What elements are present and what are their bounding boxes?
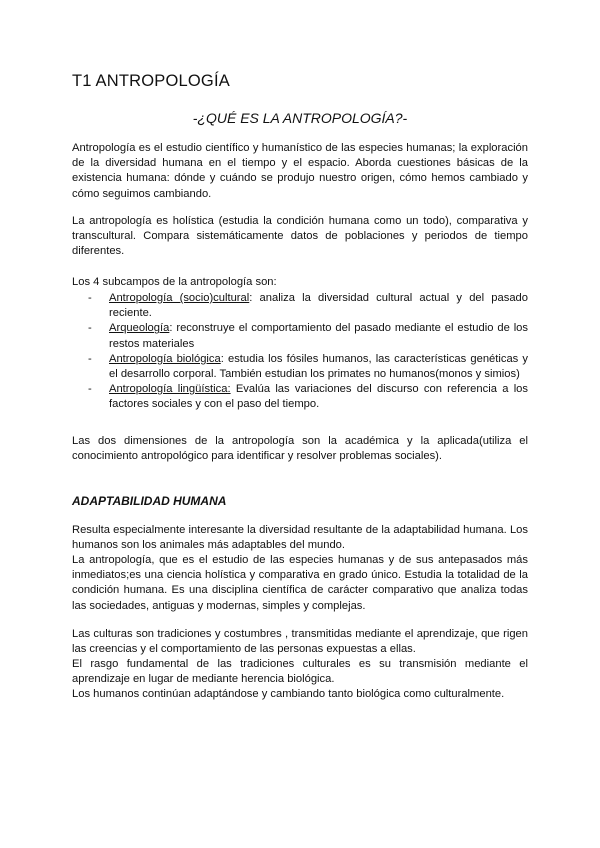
section-subtitle: -¿QUÉ ES LA ANTROPOLOGÍA?- <box>192 110 408 126</box>
adaptability-paragraph-2: La antropología, que es el estudio de las especies humanas y de sus antepasados más inmediatos;es una ciencia holística y comparativa en grado único. Estudia la totalidad de la condición humana. Es una disciplina científica de carácter comparativo que analiza todas las sociedades, antiguas y modernas, simples y complejas. <box>72 554 528 612</box>
culture-paragraph-3: Los humanos continúan adaptándose y cambiando tanto biológica como culturalmente. <box>72 688 505 700</box>
culture-paragraph-2: El rasgo fundamental de las tradiciones culturales es su transmisión mediante el aprendizaje en lugar de mediante herencia biológica. <box>72 658 528 686</box>
intro-paragraph-1: Antropología es el estudio científico y humanístico de las especies humanas; la exploración de la diversidad humana en el tiempo y el espacio. Aborda cuestiones básicas de la existencia humana: dónde y cuándo se produjo nuestro origen, cómo hemos cambiado y cómo seguimos cambiando. <box>72 142 528 200</box>
subfield-description: : estudia los fósiles humanos, las características genéticas y el desarrollo corporal. También estudian los primates no humanos(monos y simios) <box>109 352 528 381</box>
bullet-dash: - <box>88 292 92 304</box>
list-item <box>88 352 528 382</box>
culture-paragraph-1: Las culturas son tradiciones y costumbres , transmitidas mediante el aprendizaje, que rigen las creencias y el comportamiento de las personas expuestas a ellas. <box>72 628 528 656</box>
subfields-list <box>88 291 528 413</box>
bullet-dash: - <box>88 352 92 365</box>
section-heading: ADAPTABILIDAD HUMANA <box>72 494 227 508</box>
subfields-intro: Los 4 subcampos de la antropología son: <box>72 276 277 288</box>
subfield-name: Antropología lingüística: <box>109 383 231 396</box>
document-title: T1 ANTROPOLOGÍA <box>72 72 230 90</box>
subfield-name: Antropología biológica <box>109 352 221 365</box>
list-item <box>88 291 528 321</box>
list-item <box>88 321 528 351</box>
subfield-description: : analiza la diversidad cultural actual y del pasado reciente. <box>109 292 528 320</box>
list-item <box>88 382 528 412</box>
dimensions-paragraph: Las dos dimensiones de la antropología son la académica y la aplicada(utiliza el conocimiento antropológico para identificar y resolver problemas sociales). <box>72 435 528 463</box>
intro-paragraph-2: La antropología es holística (estudia la condición humana como un todo), comparativa y transcultural. Compara sistemáticamente datos de poblaciones y periodos de tiempo diferentes. <box>72 215 528 258</box>
bullet-dash: - <box>88 322 92 335</box>
bullet-dash: - <box>88 383 92 396</box>
subfield-name: Arqueología <box>109 322 170 335</box>
subfield-description: Evalúa las variaciones del discurso con referencia a los factores sociales y con el paso del tiempo. <box>109 383 528 411</box>
subfield-description: : reconstruye el comportamiento del pasado mediante el estudio de los restos materiales <box>109 322 528 350</box>
subfield-name: Antropología (socio)cultural <box>109 292 250 304</box>
adaptability-paragraph-1: Resulta especialmente interesante la diversidad resultante de la adaptabilidad humana. Los humanos son los animales más adaptables del mundo. <box>72 524 528 552</box>
